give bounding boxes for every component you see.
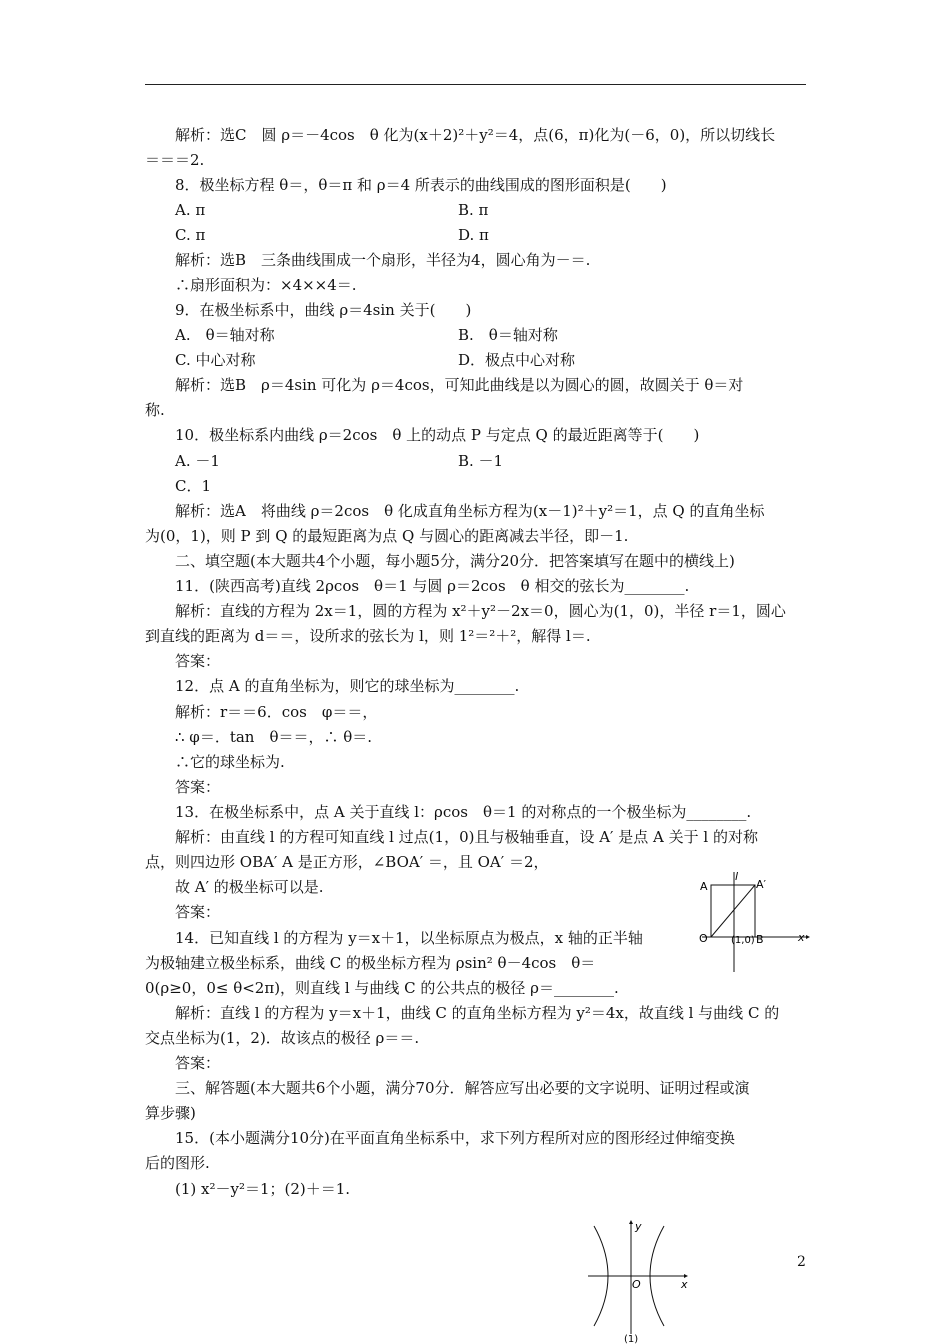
label-b: B [756, 933, 764, 946]
text-line: 点，则四边形 OBA′ A 是正方形，∠BOA′ ＝，且 OA′ ＝2， [145, 853, 549, 871]
question-15: 15．(本小题满分10分)在平面直角坐标系中，求下列方程所对应的图形经过伸缩变换 [175, 1129, 735, 1147]
text-line: 解析：直线 l 的方程为 y＝x＋1，曲线 C 的直角坐标方程为 y²＝4x，故直线 l 与曲线 C 的 [175, 1004, 780, 1022]
text-line: ＝＝＝2. [145, 151, 205, 169]
label-a: A [700, 880, 708, 893]
text-line: 为极轴建立极坐标系，曲线 C 的极坐标方程为 ρsin² θ－4cos θ＝ [145, 954, 596, 972]
option-a: A. π [175, 201, 206, 219]
text-line: 解析：选B ρ＝4sin 可化为 ρ＝4cos，可知此曲线是以为圆心的圆，故圆关于 θ＝对 [175, 376, 744, 394]
option-a: A. θ＝轴对称 [175, 326, 275, 344]
question-9: 9．在极坐标系中，曲线 ρ＝4sin 关于( ) [175, 301, 472, 319]
option-b: B. －1 [458, 452, 504, 470]
text-line: 解析：由直线 l 的方程可知直线 l 过点(1，0)且与极轴垂直，设 A′ 是点 A 关于 l 的对称 [175, 828, 758, 846]
y-axis-arrow-icon [629, 1220, 633, 1224]
section-heading: 二、填空题(本大题共4个小题，每小题5分，满分20分．把答案填写在题中的横线上) [175, 552, 735, 570]
option-a: A. －1 [175, 452, 220, 470]
answer-label: 答案： [175, 1054, 221, 1072]
question-14: 14．已知直线 l 的方程为 y＝x＋1，以坐标原点为极点，x 轴的正半轴 [175, 929, 643, 947]
question-8: 8．极坐标方程 θ＝，θ＝π 和 ρ＝4 所表示的曲线围成的图形面积是( ) [175, 176, 667, 194]
text-line: ∴它的球坐标为. [175, 753, 285, 771]
text-line: 后的图形. [145, 1154, 210, 1172]
text-line: (1) x²－y²＝1；(2)＋＝1. [175, 1180, 351, 1198]
text-line: 解析：选A 将曲线 ρ＝2cos θ 化成直角坐标方程为(x－1)²＋y²＝1，点 Q 的直角坐标 [175, 502, 765, 520]
text-line: 解析：选C 圆 ρ＝－4cos θ 化为(x＋2)²＋y²＝4，点(6，π)化为(－6，0)，所以切线长 [175, 126, 776, 144]
answer-label: 答案： [175, 652, 221, 670]
option-b: B. π [458, 201, 489, 219]
text-line: 到直线的距离为 d＝＝，设所求的弦长为 l，则 1²＝²＋²，解得 l＝. [145, 627, 591, 645]
label-o: O [699, 932, 708, 945]
label-x: x [798, 931, 805, 944]
question-11: 11．(陕西高考)直线 2ρcos θ＝1 与圆 ρ＝2cos θ 相交的弦长为________. [175, 577, 690, 595]
option-c: C. π [175, 226, 206, 244]
text-line: ∴ φ＝．tan θ＝＝，∴ θ＝. [175, 728, 373, 746]
option-c: C. 中心对称 [175, 351, 256, 369]
option-b: B. θ＝轴对称 [458, 326, 558, 344]
label-l: l [735, 870, 739, 883]
diagonal-oa [711, 885, 755, 937]
header-rule [145, 84, 806, 85]
square-figure [694, 866, 810, 976]
option-d: D. π [458, 226, 489, 244]
question-13: 13．在极坐标系中，点 A 关于直线 l：ρcos θ＝1 的对称点的一个极坐标为________. [175, 803, 752, 821]
text-line: 0(ρ≥0，0≤ θ<2π)，则直线 l 与曲线 C 的公共点的极径 ρ＝________. [145, 979, 619, 997]
text-line: 解析：r＝＝6．cos φ＝＝， [175, 703, 378, 721]
figure-caption: (1) [624, 1334, 639, 1344]
text-line: 解析：直线的方程为 2x＝1，圆的方程为 x²＋y²－2x＝0，圆心为(1，0)，半径 r＝1，圆心 [175, 602, 786, 620]
hyperbola-figure [584, 1218, 694, 1344]
section-heading: 算步骤) [145, 1104, 196, 1122]
text-line: 解析：选B 三条曲线围成一个扇形，半径为4，圆心角为－＝. [175, 251, 591, 269]
x-axis-arrow-icon [806, 935, 810, 939]
answer-label: 答案： [175, 903, 221, 921]
label-a-prime: A′ [756, 878, 767, 891]
label-x: x [681, 1278, 688, 1291]
label-point: (1,0) [731, 935, 755, 946]
option-c: C．1 [175, 477, 212, 495]
question-10: 10．极坐标系内曲线 ρ＝2cos θ 上的动点 P 与定点 Q 的最近距离等于( ) [175, 426, 700, 444]
option-d: D．极点中心对称 [458, 351, 576, 369]
section-heading: 三、解答题(本大题共6个小题，满分70分．解答应写出必要的文字说明、证明过程或演 [175, 1079, 750, 1097]
label-o: O [632, 1278, 641, 1291]
text-line: 称. [145, 401, 165, 419]
text-line: 故 A′ 的极坐标可以是. [175, 878, 324, 896]
page-number: 2 [797, 1254, 806, 1270]
answer-label: 答案： [175, 778, 221, 796]
text-line: ∴扇形面积为：×4××4＝. [175, 276, 357, 294]
text-line: 为(0，1)，则 P 到 Q 的最短距离为点 Q 与圆心的距离减去半径，即－1. [145, 527, 629, 545]
text-line: 交点坐标为(1，2)．故该点的极径 ρ＝＝. [145, 1029, 420, 1047]
question-12: 12．点 A 的直角坐标为，则它的球坐标为________. [175, 677, 520, 695]
label-y: y [635, 1220, 642, 1233]
